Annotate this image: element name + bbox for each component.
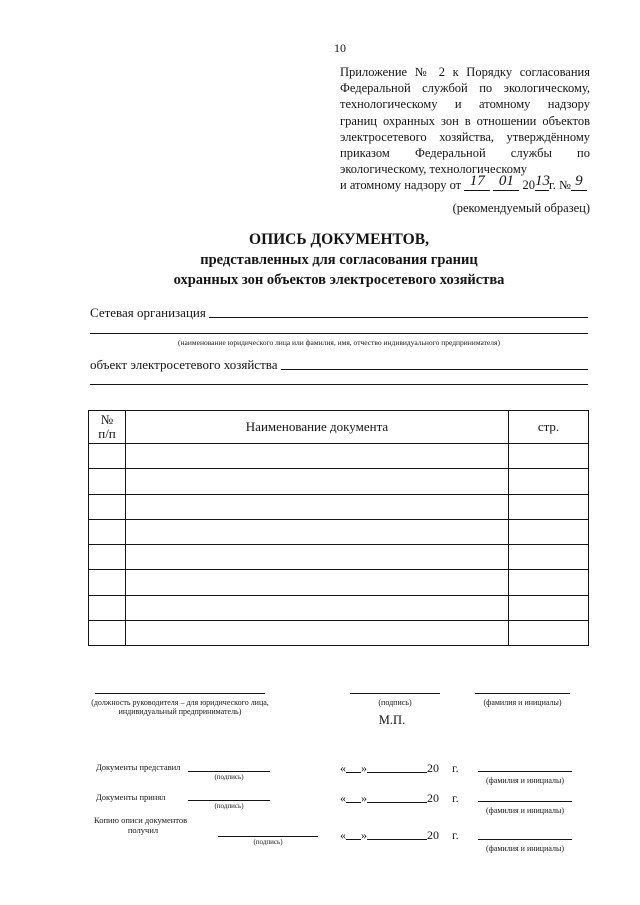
network-org-blank: [209, 307, 588, 318]
date-open-quote: «: [340, 828, 346, 842]
copy-received-name-line: [478, 839, 572, 840]
submitted-signature-caption: (подпись): [214, 773, 244, 781]
date-month-blank: [367, 763, 427, 773]
submitted-label: Документы представил: [96, 762, 181, 772]
table-row: [89, 494, 589, 519]
order-month-handwritten: 01: [498, 173, 514, 190]
date-year-suffix: г.: [452, 761, 459, 775]
title-line: представленных для согласования границ: [200, 252, 478, 268]
submitted-date: [340, 761, 459, 775]
date-century: 20: [427, 791, 439, 805]
position-caption-line2: индивидуальный предприниматель): [118, 707, 242, 716]
network-org-field: [90, 305, 588, 321]
date-close-quote: »: [361, 828, 367, 842]
header-number-line1: №: [100, 412, 114, 427]
accepted-signature-caption: (подпись): [214, 802, 244, 810]
cell-number: [89, 620, 126, 645]
header-document-name: Наименование документа: [126, 411, 509, 444]
copy-received-label-line1: Копию описи документов: [94, 815, 188, 825]
grid-object-label: объект электросетевого хозяйства: [90, 357, 278, 372]
cell-page: [509, 469, 589, 494]
date-close-quote: »: [361, 761, 367, 775]
network-org-label: Сетевая организация: [90, 305, 206, 320]
order-year-prefix: 20: [522, 178, 535, 193]
appendix-line: приказом Федеральной службы по: [340, 146, 590, 161]
header-page: стр.: [509, 411, 589, 444]
cell-document-name: [126, 620, 509, 645]
table-body: [89, 444, 589, 646]
cell-number: [89, 545, 126, 570]
accepted-date: [340, 791, 459, 805]
date-day-blank: [346, 793, 361, 803]
copy-received-label-line2: получил: [127, 825, 159, 835]
date-year-suffix: г.: [452, 791, 459, 805]
order-day-blank: [464, 173, 490, 191]
cell-number: [89, 469, 126, 494]
copy-received-signature-caption: (подпись): [253, 838, 283, 846]
cell-number: [89, 519, 126, 544]
date-open-quote: «: [340, 791, 346, 805]
date-day-blank: [346, 830, 361, 840]
cell-page: [509, 620, 589, 645]
documents-table: [88, 410, 589, 646]
table-header-row: [89, 411, 589, 444]
cell-document-name: [126, 519, 509, 544]
order-number-handwritten: 9: [575, 173, 583, 190]
title-line: ОПИСЬ ДОКУМЕНТОВ,: [249, 231, 429, 248]
page-number: 10: [334, 41, 346, 55]
accepted-signature-line: [188, 800, 270, 801]
appendix-line: экологическому, технологическому: [340, 162, 527, 177]
appendix-order-prefix: и атомному надзору от: [340, 178, 462, 193]
copy-received-label: [94, 815, 192, 835]
network-org-caption: (наименование юридического лица или фамилия, имя, отчество индивидуального предпринимателя): [178, 338, 500, 347]
cell-number: [89, 444, 126, 469]
date-day-blank: [346, 763, 361, 773]
title-line: охранных зон объектов электросетевого хозяйства: [173, 272, 505, 288]
header-number-line2: п/п: [98, 426, 116, 441]
cell-document-name: [126, 444, 509, 469]
submitted-name-caption: (фамилия и инициалы): [485, 776, 565, 785]
cell-page: [509, 595, 589, 620]
date-year-suffix: г.: [452, 828, 459, 842]
table-row: [89, 469, 589, 494]
order-number-label: г. №: [549, 178, 571, 193]
appendix-line: электросетевого хозяйства, утверждённому: [340, 129, 590, 144]
table-row: [89, 570, 589, 595]
cell-page: [509, 570, 589, 595]
grid-object-field: [90, 357, 588, 373]
copy-received-name-caption: (фамилия и инициалы): [485, 844, 565, 853]
order-day-handwritten: 17: [469, 173, 485, 190]
header-number: [89, 411, 126, 444]
cell-document-name: [126, 595, 509, 620]
cell-document-name: [126, 494, 509, 519]
table-row: [89, 444, 589, 469]
submitted-name-line: [478, 771, 572, 772]
cell-page: [509, 545, 589, 570]
appendix-line: технологическому и атомному надзору: [340, 97, 590, 112]
appendix-line: Приложение № 2 к Порядку согласования: [340, 65, 590, 79]
appendix-line: Федеральной службой по экологическому,: [340, 81, 590, 96]
head-name-caption: (фамилия и инициалы): [483, 698, 562, 707]
grid-object-blank: [281, 359, 589, 370]
copy-received-signature-line: [218, 836, 318, 837]
position-caption: [85, 698, 275, 716]
appendix-order-line: [340, 173, 590, 193]
order-year-handwritten: 13: [535, 173, 550, 190]
sample-note: (рекомендуемый образец): [452, 201, 590, 215]
order-year-blank: [535, 173, 550, 191]
cell-number: [89, 494, 126, 519]
document-title: [90, 230, 588, 290]
cell-number: [89, 595, 126, 620]
position-caption-line1: (должность руководителя – для юридического лица,: [91, 698, 269, 707]
accepted-name-line: [478, 801, 572, 802]
cell-page: [509, 494, 589, 519]
head-signature-line: [350, 693, 440, 694]
cell-document-name: [126, 469, 509, 494]
submitted-signature-line: [188, 771, 270, 772]
cell-page: [509, 444, 589, 469]
appendix-block: [340, 64, 590, 194]
table-row: [89, 595, 589, 620]
copy-received-date: [340, 828, 459, 842]
seal-mark: М.П.: [378, 713, 406, 727]
appendix-line: границ охранных зон в отношении объектов: [340, 113, 590, 128]
cell-document-name: [126, 545, 509, 570]
table-row: [89, 545, 589, 570]
date-month-blank: [367, 830, 427, 840]
date-century: 20: [427, 761, 439, 775]
cell-document-name: [126, 570, 509, 595]
order-month-blank: [493, 173, 519, 191]
order-number-blank: [571, 173, 587, 191]
network-org-second-line: [90, 333, 588, 334]
date-close-quote: »: [361, 791, 367, 805]
accepted-name-caption: (фамилия и инициалы): [485, 806, 565, 815]
head-signature-caption: (подпись): [378, 698, 412, 707]
date-open-quote: «: [340, 761, 346, 775]
date-century: 20: [427, 828, 439, 842]
accepted-label: Документы принял: [96, 792, 166, 802]
cell-page: [509, 519, 589, 544]
table-row: [89, 620, 589, 645]
grid-object-second-line: [90, 384, 588, 385]
cell-number: [89, 570, 126, 595]
table-row: [89, 519, 589, 544]
position-signature-line: [95, 693, 265, 694]
head-name-line: [475, 693, 570, 694]
date-month-blank: [367, 793, 427, 803]
